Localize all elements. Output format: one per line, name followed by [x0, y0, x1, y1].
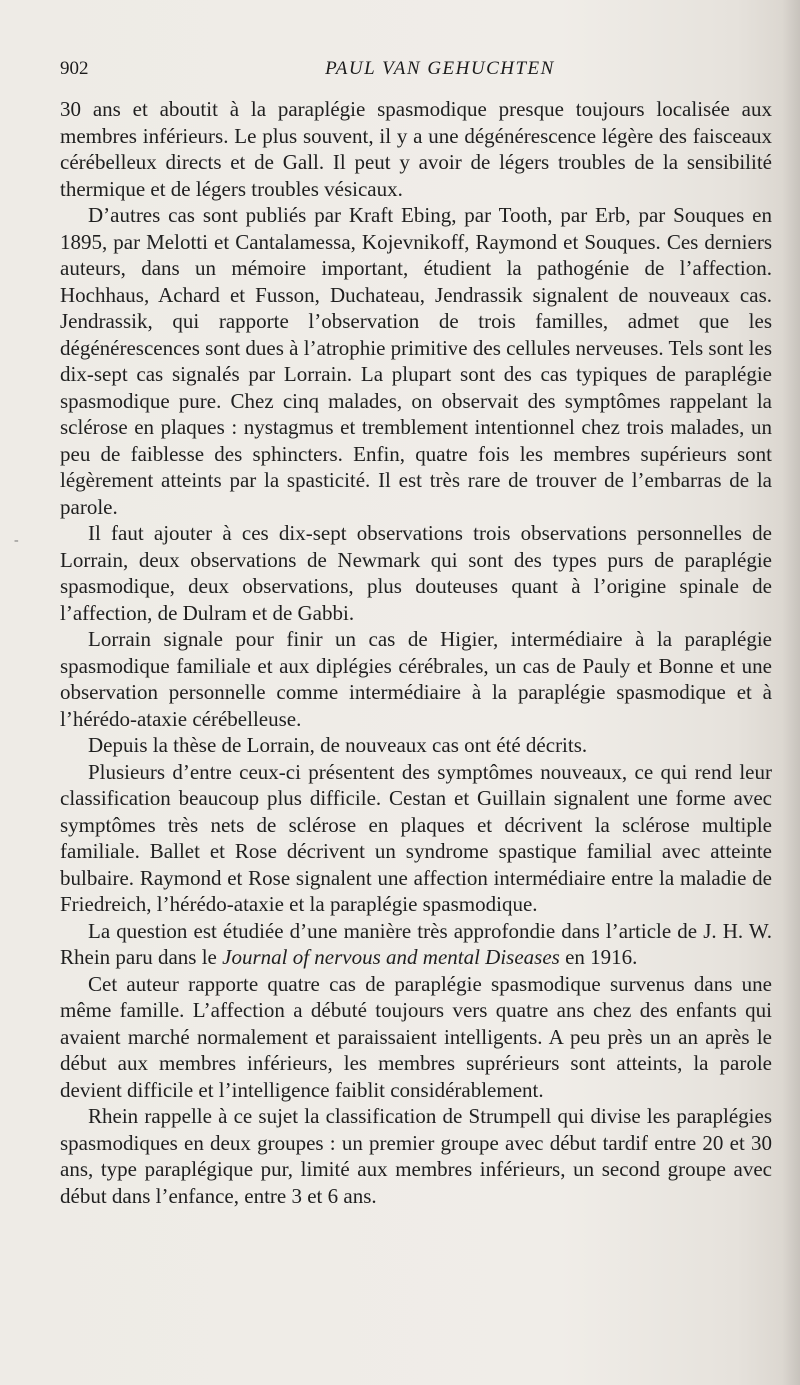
- paragraph-6: Plusieurs d’entre ceux-ci présentent des symptômes nouveaux, ce qui rend leur classification beaucoup plus difficile. Cestan et Guillain signalent une forme avec symptômes très nets de sclérose en plaques et décrivent la sclérose multiple familiale. Ballet et Rose décrivent un syndrome spastique familial avec atteinte bulbaire. Raymond et Rose signalent une affection intermédiaire entre la maladie de Friedreich, l’hérédo-ataxie et la paraplégie spasmodique.: [60, 759, 772, 916]
- page-header: [60, 58, 780, 88]
- paragraph-7-text-after: en 1916.: [559, 945, 638, 969]
- paragraph-5: Depuis la thèse de Lorrain, de nouveaux cas ont été décrits.: [88, 733, 588, 757]
- paragraph-4: Lorrain signale pour finir un cas de Higier, intermédiaire à la paraplégie spasmodique familiale et aux diplégies cérébrales, un cas de Pauly et Bonne et une observation personnelle comme intermédiaire à la paraplégie spasmodique et à l’hérédo-ataxie cérébelleuse.: [60, 627, 772, 731]
- margin-mark: -: [14, 533, 19, 548]
- page-number: 902: [60, 58, 89, 79]
- paragraph-8: Cet auteur rapporte quatre cas de paraplégie spasmodique survenus dans une même famille. L’affection a débuté toujours vers quatre ans chez des enfants qui avaient marché normalement et paraissaient intelligents. A peu près un an après le début aux membres inférieurs, les membres suprérieurs sont atteints, la parole devient difficile et l’intelligence faiblit considérablement.: [60, 971, 772, 1102]
- paragraph-2: D’autres cas sont publiés par Kraft Ebing, par Tooth, par Erb, par Souques en 1895, par Melotti et Cantalamessa, Kojevnikoff, Raymond et Souques. Ces derniers auteurs, dans un mémoire important, étudient la pathogénie de l’affection. Hochhaus, Achard et Fusson, Duchateau, Jendrassik signalent de nouveaux cas. Jendrassik, qui rapporte l’observation de trois familles, admet que les dégénérescences sont dues à l’atrophie primitive des cellules nerveuses. Tels sont les dix-sept cas signalés par Lorrain. La plupart sont des cas typiques de paraplégie spasmodique pure. Chez cinq malades, on observait des symptômes rappelant la sclérose en plaques : nystagmus et tremblement intentionnel chez trois malades, un peu de faiblesse des sphincters. Enfin, quatre fois les membres supérieurs sont légèrement atteints par la spasticité. Il est très rare de trouver de l’embarras de la parole.: [60, 203, 772, 519]
- paragraph-3: Il faut ajouter à ces dix-sept observations trois observations personnelles de Lorrain, deux observations de Newmark qui sont des types purs de paraplégie spasmodique, deux observations, plus douteuses quant à l’origine spinale de l’affection, de Dulram et de Gabbi.: [60, 521, 772, 625]
- page-edge-shadow: [782, 0, 800, 1385]
- journal-title: Journal of nervous and mental Diseases: [222, 945, 560, 969]
- running-title: PAUL VAN GEHUCHTEN: [325, 58, 555, 79]
- body-text: [60, 96, 772, 1209]
- paragraph-7: [60, 918, 772, 971]
- paragraph-9: Rhein rappelle à ce sujet la classification de Strumpell qui divise les paraplégies spasmodiques en deux groupes : un premier groupe avec début tardif entre 20 et 30 ans, type paraplégique pur, limité aux membres inférieurs, un second groupe avec début dans l’enfance, entre 3 et 6 ans.: [60, 1104, 772, 1208]
- paragraph-7-text-before: La question est étudiée d’une manière très approfondie dans l’article de J. H. W. Rhein paru dans le: [60, 918, 772, 969]
- paragraph-1: 30 ans et aboutit à la paraplégie spasmodique presque toujours localisée aux membres inférieurs. Le plus souvent, il y a une dégénérescence légère des faisceaux cérébelleux directs et de Gall. Il peut y avoir de légers troubles de la sensibilité thermique et de légers troubles vésicaux.: [60, 97, 772, 201]
